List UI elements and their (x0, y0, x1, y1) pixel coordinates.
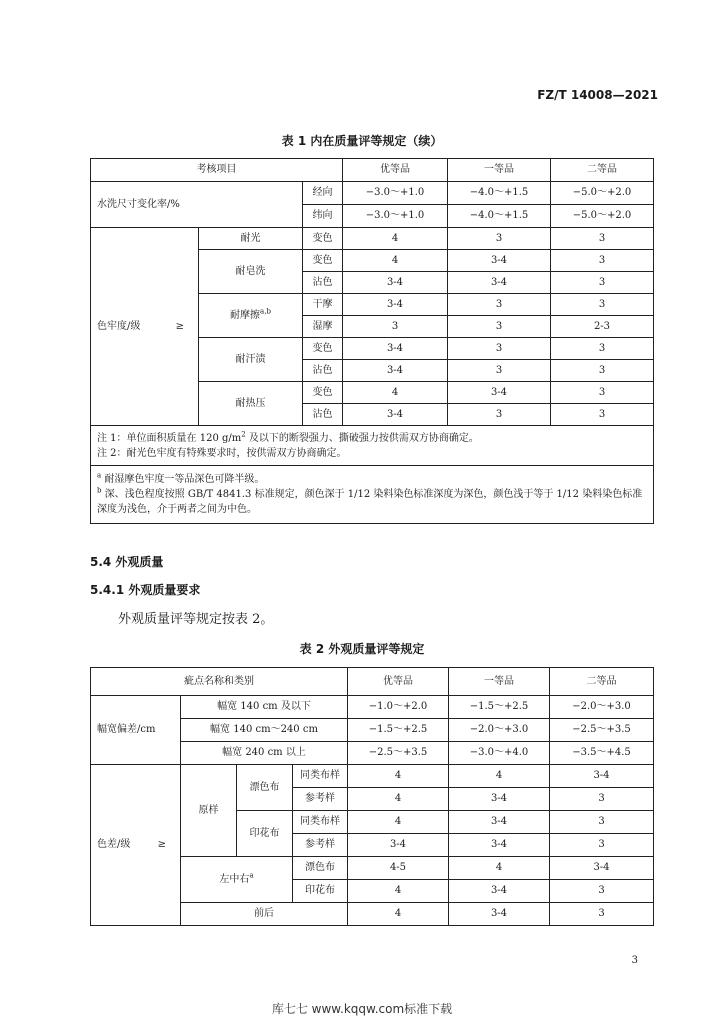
t1-cell: 3-4 (343, 360, 448, 382)
t1-cell: 3 (448, 338, 551, 360)
t1-weft: 纬向 (303, 205, 343, 228)
t1-header-item: 考核项目 (91, 159, 343, 182)
t2-cell: 3-4 (348, 834, 449, 857)
t2-header-grade2: 一等品 (449, 668, 550, 696)
note-1 (97, 431, 651, 446)
t1-cell: 3 (551, 382, 654, 404)
t2-same: 同类布样 (293, 765, 348, 788)
t2-cell: −2.0～+3.0 (550, 696, 654, 719)
t2-cell: 3-4 (449, 903, 550, 926)
table2-appearance-quality (90, 667, 654, 926)
footnote-a-text: 耐湿摩色牢度一等品深色可降半级。 (101, 474, 265, 485)
section-body: 外观质量评等规定按表 2。 (118, 612, 274, 627)
t2-cell: 3 (550, 788, 654, 811)
color-diff-label-text: 色差/级 (97, 839, 131, 850)
section-5-4: 5.4 外观质量 (90, 555, 164, 569)
t2-original: 原样 (181, 765, 237, 857)
t1-warp: 经向 (303, 182, 343, 205)
t1-stain: 沾色 (303, 404, 343, 426)
t1-cell: 3-4 (343, 272, 448, 294)
t2-cell: 4 (348, 765, 449, 788)
t2-cell: −1.5～+2.5 (449, 696, 550, 719)
t1-cell: −5.0～+2.0 (551, 182, 654, 205)
t2-width-label: 幅宽偏差/cm (91, 696, 181, 765)
t2-cell: 3 (550, 811, 654, 834)
footnote-a (97, 472, 651, 487)
t1-cell: 3-4 (448, 272, 551, 294)
t2-cell: −2.0～+3.0 (449, 719, 550, 742)
t1-cell: −4.0～+1.5 (448, 205, 551, 228)
t2-ref: 参考样 (293, 834, 348, 857)
t1-stain: 沾色 (303, 360, 343, 382)
standard-code: FZ/T 14008—2021 (537, 88, 658, 102)
page-number: 3 (631, 955, 638, 966)
t1-cell: 4 (343, 382, 448, 404)
t1-shrink-label: 水洗尺寸变化率/% (91, 182, 303, 228)
t1-cell: −3.0～+1.0 (343, 205, 448, 228)
t1-header-grade3: 二等品 (551, 159, 654, 182)
t1-cell: −3.0～+1.0 (343, 182, 448, 205)
t2-width-r1: 幅宽 140 cm 及以下 (181, 696, 348, 719)
t1-change: 变色 (303, 382, 343, 404)
t2-cell: 4 (348, 811, 449, 834)
t1-cell: 2-3 (551, 316, 654, 338)
t1-cell: 4 (343, 250, 448, 272)
t2-cell: 4 (449, 857, 550, 880)
t2-color-label (91, 765, 181, 926)
t2-cell: −1.0～+2.0 (348, 696, 449, 719)
t1-notes (91, 426, 654, 466)
footnote-b-mark: b (97, 486, 102, 495)
t2-lcr (181, 857, 293, 903)
lcr-label: 左中右 (219, 873, 250, 885)
t1-header-grade2: 一等品 (448, 159, 551, 182)
t2-cell: 3-4 (449, 880, 550, 903)
t1-cell: 3 (551, 404, 654, 426)
t1-cell: 3 (448, 228, 551, 250)
t2-width-r3: 幅宽 240 cm 以上 (181, 742, 348, 765)
t2-width-r2: 幅宽 140 cm～240 cm (181, 719, 348, 742)
t1-soap: 耐皂洗 (199, 250, 303, 294)
t1-stain: 沾色 (303, 272, 343, 294)
t2-header-grade3: 二等品 (550, 668, 654, 696)
t2-cell: −2.5～+3.5 (550, 719, 654, 742)
t2-cell: −1.5～+2.5 (348, 719, 449, 742)
rub-footnote-mark: a,b (260, 307, 271, 316)
t1-cell: 3 (551, 338, 654, 360)
t2-cell: −3.5～+4.5 (550, 742, 654, 765)
t2-cell: 4-5 (348, 857, 449, 880)
t2-ref: 参考样 (293, 788, 348, 811)
t2-cell: −3.0～+4.0 (449, 742, 550, 765)
t1-cell: −4.0～+1.5 (448, 182, 551, 205)
t2-bleach: 漂色布 (237, 765, 293, 811)
t2-front-back: 前后 (181, 903, 348, 926)
t1-cell: 3 (343, 316, 448, 338)
t1-cell: 3 (551, 360, 654, 382)
table2-caption: 表 2 外观质量评等规定 (299, 642, 425, 656)
note-2: 注 2：耐光色牢度有特殊要求时，按供需双方协商确定。 (97, 447, 347, 459)
footer-watermark: 库七七 www.kqqw.com标准下载 (271, 1002, 453, 1016)
t1-cell: 3 (551, 228, 654, 250)
t1-cell: 3 (448, 316, 551, 338)
fastness-label-text: 色牢度/级 (97, 320, 141, 332)
t1-cell: 3 (551, 272, 654, 294)
footnote-b (97, 487, 651, 517)
t2-cell: 3-4 (449, 834, 550, 857)
table1-internal-quality (90, 158, 654, 524)
t1-cell: 3-4 (343, 404, 448, 426)
t1-cell: 3-4 (343, 294, 448, 316)
t1-change: 变色 (303, 228, 343, 250)
t2-cell: 4 (348, 788, 449, 811)
section-5-4-1: 5.4.1 外观质量要求 (90, 583, 201, 597)
footnote-b-text: 深、浅色程度按照 GB/T 4841.3 标准规定，颜色深于 1/12 染料染色标准深度为深色，颜色浅于等于 1/12 染料染色标准深度为浅色，介于两者之间为中色。 (97, 489, 643, 515)
ge-sign: ≥ (157, 839, 166, 850)
t2-cell: 3 (550, 880, 654, 903)
t2-cell: 3-4 (449, 788, 550, 811)
t1-footnotes (91, 466, 654, 524)
t1-header-grade1: 优等品 (343, 159, 448, 182)
t1-light: 耐光 (199, 228, 303, 250)
t2-header-item: 疵点名称和类别 (91, 668, 348, 696)
t2-cell: 3-4 (550, 857, 654, 880)
t1-wet: 湿摩 (303, 316, 343, 338)
t1-dry: 干摩 (303, 294, 343, 316)
footnote-a-mark: a (97, 471, 102, 480)
t1-cell: −5.0～+2.0 (551, 205, 654, 228)
t1-fastness-label (91, 228, 199, 426)
t2-cell: 4 (348, 880, 449, 903)
t1-cell: 3-4 (448, 250, 551, 272)
rub-label: 耐摩擦 (230, 309, 261, 321)
t2-print: 印花布 (237, 811, 293, 857)
t2-print: 印花布 (293, 880, 348, 903)
t2-cell: 4 (449, 765, 550, 788)
t2-cell: 3 (550, 903, 654, 926)
ge-sign: ≥ (175, 320, 184, 332)
t1-rub (199, 294, 303, 338)
note-1-sup: 2 (241, 430, 246, 439)
t2-bleach: 漂色布 (293, 857, 348, 880)
t2-cell: 3-4 (550, 765, 654, 788)
t1-cell: 3 (448, 404, 551, 426)
t1-cell: 3 (551, 294, 654, 316)
t2-cell: 3-4 (449, 811, 550, 834)
t1-cell: 3-4 (343, 338, 448, 360)
t2-cell: −2.5～+3.5 (348, 742, 449, 765)
t1-change: 变色 (303, 250, 343, 272)
t1-cell: 3 (448, 294, 551, 316)
t1-cell: 3 (551, 250, 654, 272)
t2-cell: 3 (550, 834, 654, 857)
t1-cell: 4 (343, 228, 448, 250)
lcr-footnote-mark: a (249, 871, 254, 880)
t1-cell: 3-4 (448, 382, 551, 404)
table1-caption: 表 1 内在质量评等规定（续） (281, 134, 443, 148)
note-1-a: 注 1：单位面积质量在 120 g/m (97, 432, 242, 444)
t2-header-grade1: 优等品 (348, 668, 449, 696)
t2-same: 同类布样 (293, 811, 348, 834)
t1-hot: 耐热压 (199, 382, 303, 426)
t1-change: 变色 (303, 338, 343, 360)
t1-cell: 3 (448, 360, 551, 382)
t2-cell: 4 (348, 903, 449, 926)
t1-sweat: 耐汗渍 (199, 338, 303, 382)
note-1-b: 及以下的断裂强力、撕破强力按供需双方协商确定。 (245, 432, 479, 444)
